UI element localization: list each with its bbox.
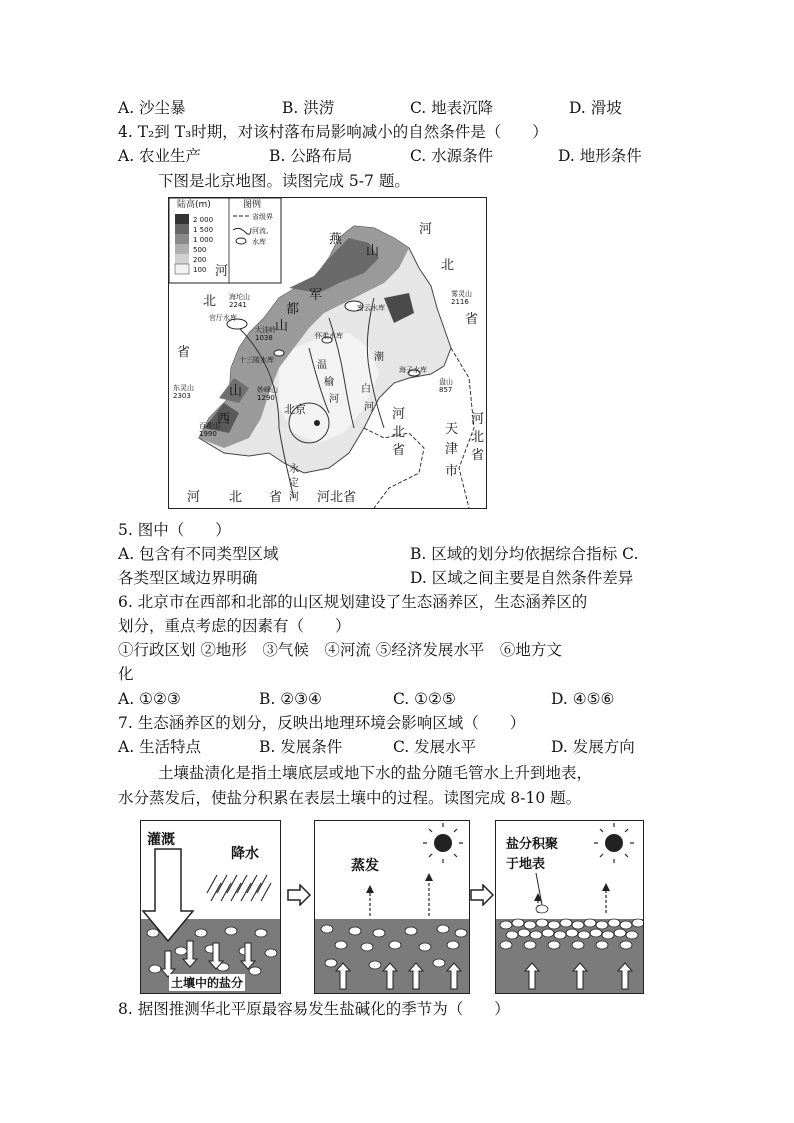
salinization-panel-evaporation <box>314 820 470 994</box>
intro-8-10-line1: 土壤盐渍化是指土壤底层或地下水的盐分随毛管水上升到地表， <box>158 764 593 782</box>
q6-stem-1: 6. 北京市在西部和北部的山区规划建设了生态涵养区，生态涵养区的 <box>118 593 588 611</box>
legend-elev-1000: 1 000 <box>193 236 214 244</box>
label-bei-3: 北 <box>392 425 406 440</box>
res-guanting: 官厅水库 <box>209 314 237 322</box>
label-yan: 燕 <box>329 232 343 247</box>
river-he-3: 河 <box>289 492 299 503</box>
q6-option-b: B. ②③④ <box>259 690 322 708</box>
beijing-map <box>168 197 487 509</box>
q4-option-c: C. 水源条件 <box>410 147 494 165</box>
legend-elev-200: 200 <box>193 256 207 264</box>
river-yu: 榆 <box>324 377 334 388</box>
peak-haituoshan: 海坨山 2241 <box>229 293 250 309</box>
label-jundushan: 山 <box>275 319 289 334</box>
label-jun: 军 <box>309 288 323 303</box>
peak-wulingshan: 雾灵山 2116 <box>451 290 472 306</box>
res-huairou: 怀柔水库 <box>315 332 343 340</box>
label-sheng-1: 省 <box>177 345 191 360</box>
label-jin: 津 <box>445 442 459 457</box>
peak-miaofengshan: 妙峰山 1290 <box>257 386 278 402</box>
legend-boundary: 省级界 <box>252 213 273 221</box>
res-miyun: 密云水库 <box>357 304 385 312</box>
river-chao: 潮 <box>374 352 384 363</box>
q6-factors-2: 化 <box>118 665 134 683</box>
q4-option-a: A. 农业生产 <box>118 147 202 165</box>
river-bai: 白 <box>361 384 371 395</box>
legend-elev-100: 100 <box>193 266 207 274</box>
q7-stem: 7. 生态涵养区的划分，反映出地理环境会影响区域（ ） <box>118 714 526 732</box>
label-irrigation: 灌溉 <box>147 832 175 848</box>
salinization-panel-irrigation <box>140 820 281 994</box>
q7-option-c: C. 发展水平 <box>393 738 477 756</box>
label-soil-salt: 土壤中的盐分 <box>171 976 244 990</box>
q7-option-b: B. 发展条件 <box>259 738 343 756</box>
q6-stem-2: 划分，重点考虑的因素有（ ） <box>118 617 351 635</box>
q5-stem: 5. 图中（ ） <box>118 521 231 539</box>
intro-5-7: 下图是北京地图。读图完成 5-7 题。 <box>158 172 410 190</box>
peak-dawaling: 大洼岭 1038 <box>255 326 276 342</box>
legend-elev-2000: 2 000 <box>193 216 214 224</box>
label-he-4: 河 <box>187 490 201 505</box>
label-precipitation: 降水 <box>231 846 259 862</box>
process-arrow-2 <box>470 884 494 906</box>
label-shi: 市 <box>445 464 459 479</box>
intro-8-10-line2: 水分蒸发后，使盐分积累在表层土壤中的过程。读图完成 8-10 题。 <box>118 789 582 807</box>
peak-panshan: 盘山 857 <box>439 378 453 394</box>
q5-option-d: D. 区域之间主要是自然条件差异 <box>410 569 634 587</box>
peak-baihuashan: 百花山 1990 <box>199 422 220 438</box>
q5-option-c: 各类型区域边界明确 <box>118 569 258 587</box>
label-du: 都 <box>286 302 300 317</box>
process-arrow-1 <box>287 884 311 906</box>
legend-reservoir: 水库 <box>252 238 266 246</box>
q5-option-a: A. 包含有不同类型区域 <box>118 545 279 563</box>
river-ding: 定 <box>289 478 299 489</box>
q4-stem: 4. T₂到 T₃时期，对该村落布局影响减小的自然条件是（ ） <box>118 123 548 141</box>
label-bei-4: 北 <box>229 490 243 505</box>
label-xi: 西 <box>217 412 231 427</box>
label-salt-accumulation: 盐分积聚 <box>506 837 559 852</box>
river-he-1: 河 <box>364 402 374 413</box>
panel2-graphic <box>315 821 470 994</box>
label-hebeisheng: 河北省 <box>317 490 357 505</box>
river-he-2: 河 <box>329 394 339 405</box>
label-sheng-2: 省 <box>465 312 479 327</box>
label-sheng-4: 省 <box>269 490 283 505</box>
map-graphic <box>169 198 486 508</box>
label-bei-1: 北 <box>203 294 217 309</box>
q4-option-b: B. 公路布局 <box>269 147 353 165</box>
q5-option-b: B. 区域的划分均依据综合指标 C. <box>410 545 639 563</box>
legend-elev-title: 陆高(m) <box>177 200 211 210</box>
label-tian: 天 <box>445 422 459 437</box>
label-he-2: 河 <box>419 222 433 237</box>
q7-option-d: D. 发展方向 <box>551 738 635 756</box>
q7-option-a: A. 生活特点 <box>118 738 202 756</box>
label-he-5: 河 <box>471 412 485 427</box>
q6-option-c: C. ①②⑤ <box>393 690 456 708</box>
label-yanshan: 山 <box>366 244 380 259</box>
salinization-panel-accumulation <box>495 820 644 994</box>
label-he-1: 河 <box>215 264 229 279</box>
legend-elev-1500: 1 500 <box>193 226 214 234</box>
legend-title: 图例 <box>243 200 262 210</box>
label-sheng-3: 省 <box>392 443 406 458</box>
label-on-surface: 于地表 <box>506 857 546 872</box>
q8-stem: 8. 据图推测华北平原最容易发生盐碱化的季节为（ ） <box>118 1000 510 1018</box>
res-shisanling: 十三陵水库 <box>239 356 274 364</box>
river-yong: 永 <box>289 464 299 475</box>
label-sheng-5: 省 <box>471 448 485 463</box>
q3-option-d: D. 滑坡 <box>569 99 622 117</box>
legend-elev-500: 500 <box>193 246 207 254</box>
res-haizi: 海子水库 <box>399 366 427 374</box>
river-wen: 温 <box>317 360 327 371</box>
q3-option-c: C. 地表沉降 <box>410 99 494 117</box>
q6-option-a: A. ①②③ <box>118 690 181 708</box>
label-evaporation: 蒸发 <box>351 858 379 874</box>
label-bei-5: 北 <box>471 430 485 445</box>
label-beijing: 北京 <box>284 403 306 416</box>
legend-river: 河流、 <box>252 227 273 235</box>
q6-factors: ①行政区划 ②地形 ③气候 ④河流 ⑤经济发展水平 ⑥地方文 <box>118 641 562 659</box>
q3-option-a: A. 沙尘暴 <box>118 99 186 117</box>
label-he-3: 河 <box>392 407 406 422</box>
label-bei-2: 北 <box>441 258 455 273</box>
peak-donglingshan: 东灵山 2303 <box>173 384 194 400</box>
q4-option-d: D. 地形条件 <box>558 147 642 165</box>
label-xishan: 山 <box>229 384 243 399</box>
q6-option-d: D. ④⑤⑥ <box>551 690 615 708</box>
q3-option-b: B. 洪涝 <box>282 99 335 117</box>
